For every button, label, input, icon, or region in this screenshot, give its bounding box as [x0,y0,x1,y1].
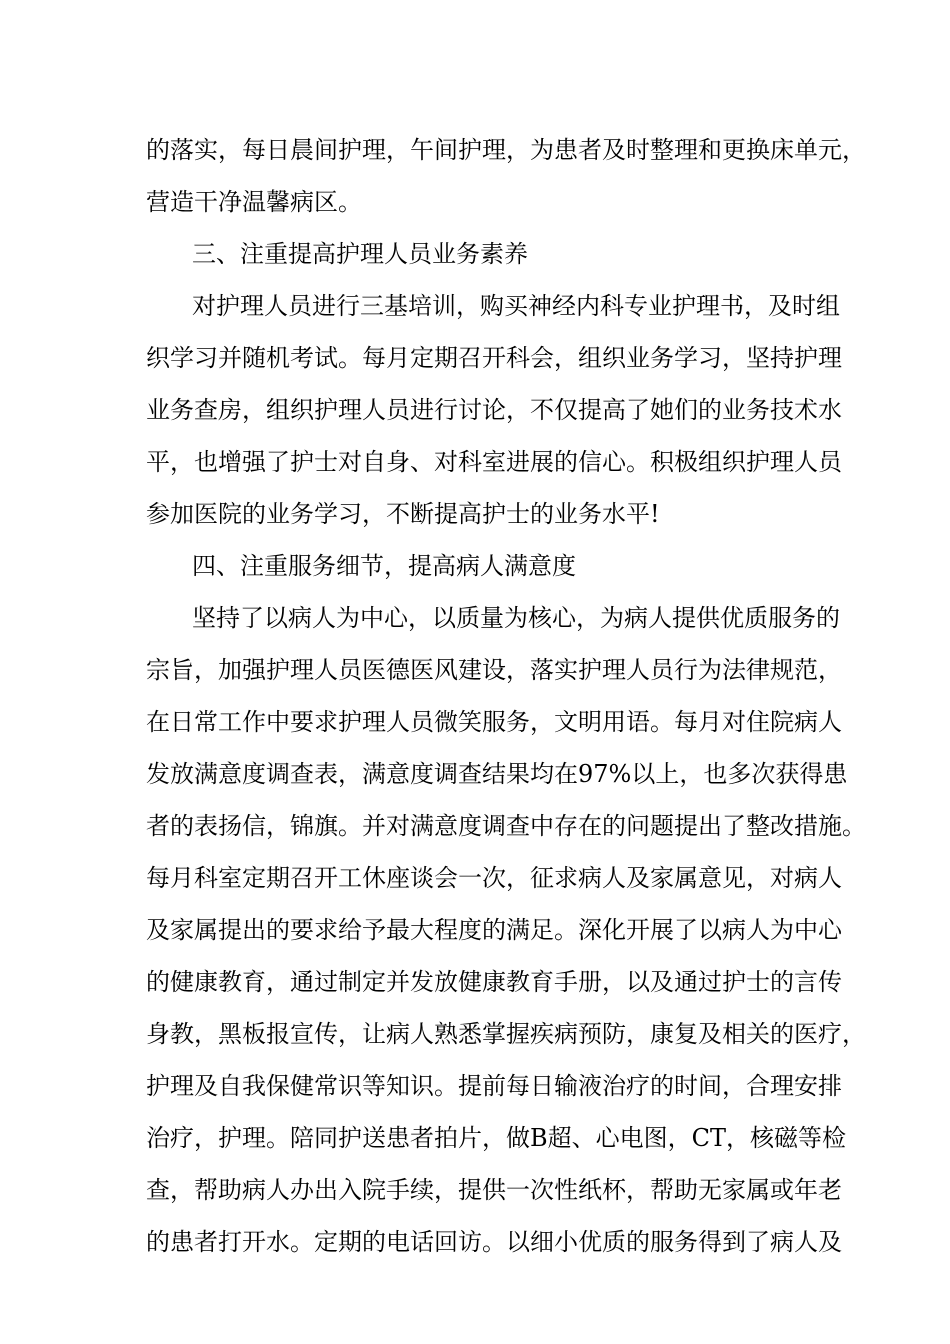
text-line: 每月科室定期召开工休座谈会一次，征求病人及家属意见，对病人 [146,864,842,892]
text-line: 参加医院的业务学习，不断提高护士的业务水平! [146,500,660,528]
text-line: 在日常工作中要求护理人员微笑服务，文明用语。每月对住院病人 [146,708,842,736]
text-line: 对护理人员进行三基培训，购买神经内科专业护理书，及时组 [192,292,840,320]
text-line: 及家属提出的要求给予最大程度的满足。深化开展了以病人为中心 [146,916,842,944]
text-line: 的落实，每日晨间护理，午间护理，为患者及时整理和更换床单元， [146,136,866,164]
text-line: 发放满意度调查表，满意度调查结果均在97%以上，也多次获得患 [146,760,848,788]
text-line: 的健康教育，通过制定并发放健康教育手册，以及通过护士的言传 [146,968,842,996]
text-line: 查，帮助病人办出入院手续，提供一次性纸杯，帮助无家属或年老 [146,1176,842,1204]
text-line: 宗旨，加强护理人员医德医风建设，落实护理人员行为法律规范， [146,656,842,684]
text-line: 治疗，护理。陪同护送患者拍片，做B超、心电图，CT，核磁等检 [146,1124,847,1152]
text-line: 护理及自我保健常识等知识。提前每日输液治疗的时间，合理安排 [146,1072,842,1100]
text-line: 营造干净温馨病区。 [146,188,362,216]
text-line: 平，也增强了护士对自身、对科室进展的信心。积极组织护理人员 [146,448,842,476]
section-heading: 三、注重提高护理人员业务素养 [192,240,528,268]
text-line: 业务查房，组织护理人员进行讨论，不仅提高了她们的业务技术水 [146,396,842,424]
text-line: 者的表扬信，锦旗。并对满意度调查中存在的问题提出了整改措施。 [146,812,866,840]
text-line: 坚持了以病人为中心，以质量为核心，为病人提供优质服务的 [192,604,840,632]
text-line: 织学习并随机考试。每月定期召开科会，组织业务学习，坚持护理 [146,344,842,372]
section-heading: 四、注重服务细节，提高病人满意度 [192,552,576,580]
text-line: 的患者打开水。定期的电话回访。以细小优质的服务得到了病人及 [146,1228,842,1256]
text-line: 身教，黑板报宣传，让病人熟悉掌握疾病预防，康复及相关的医疗， [146,1020,866,1048]
